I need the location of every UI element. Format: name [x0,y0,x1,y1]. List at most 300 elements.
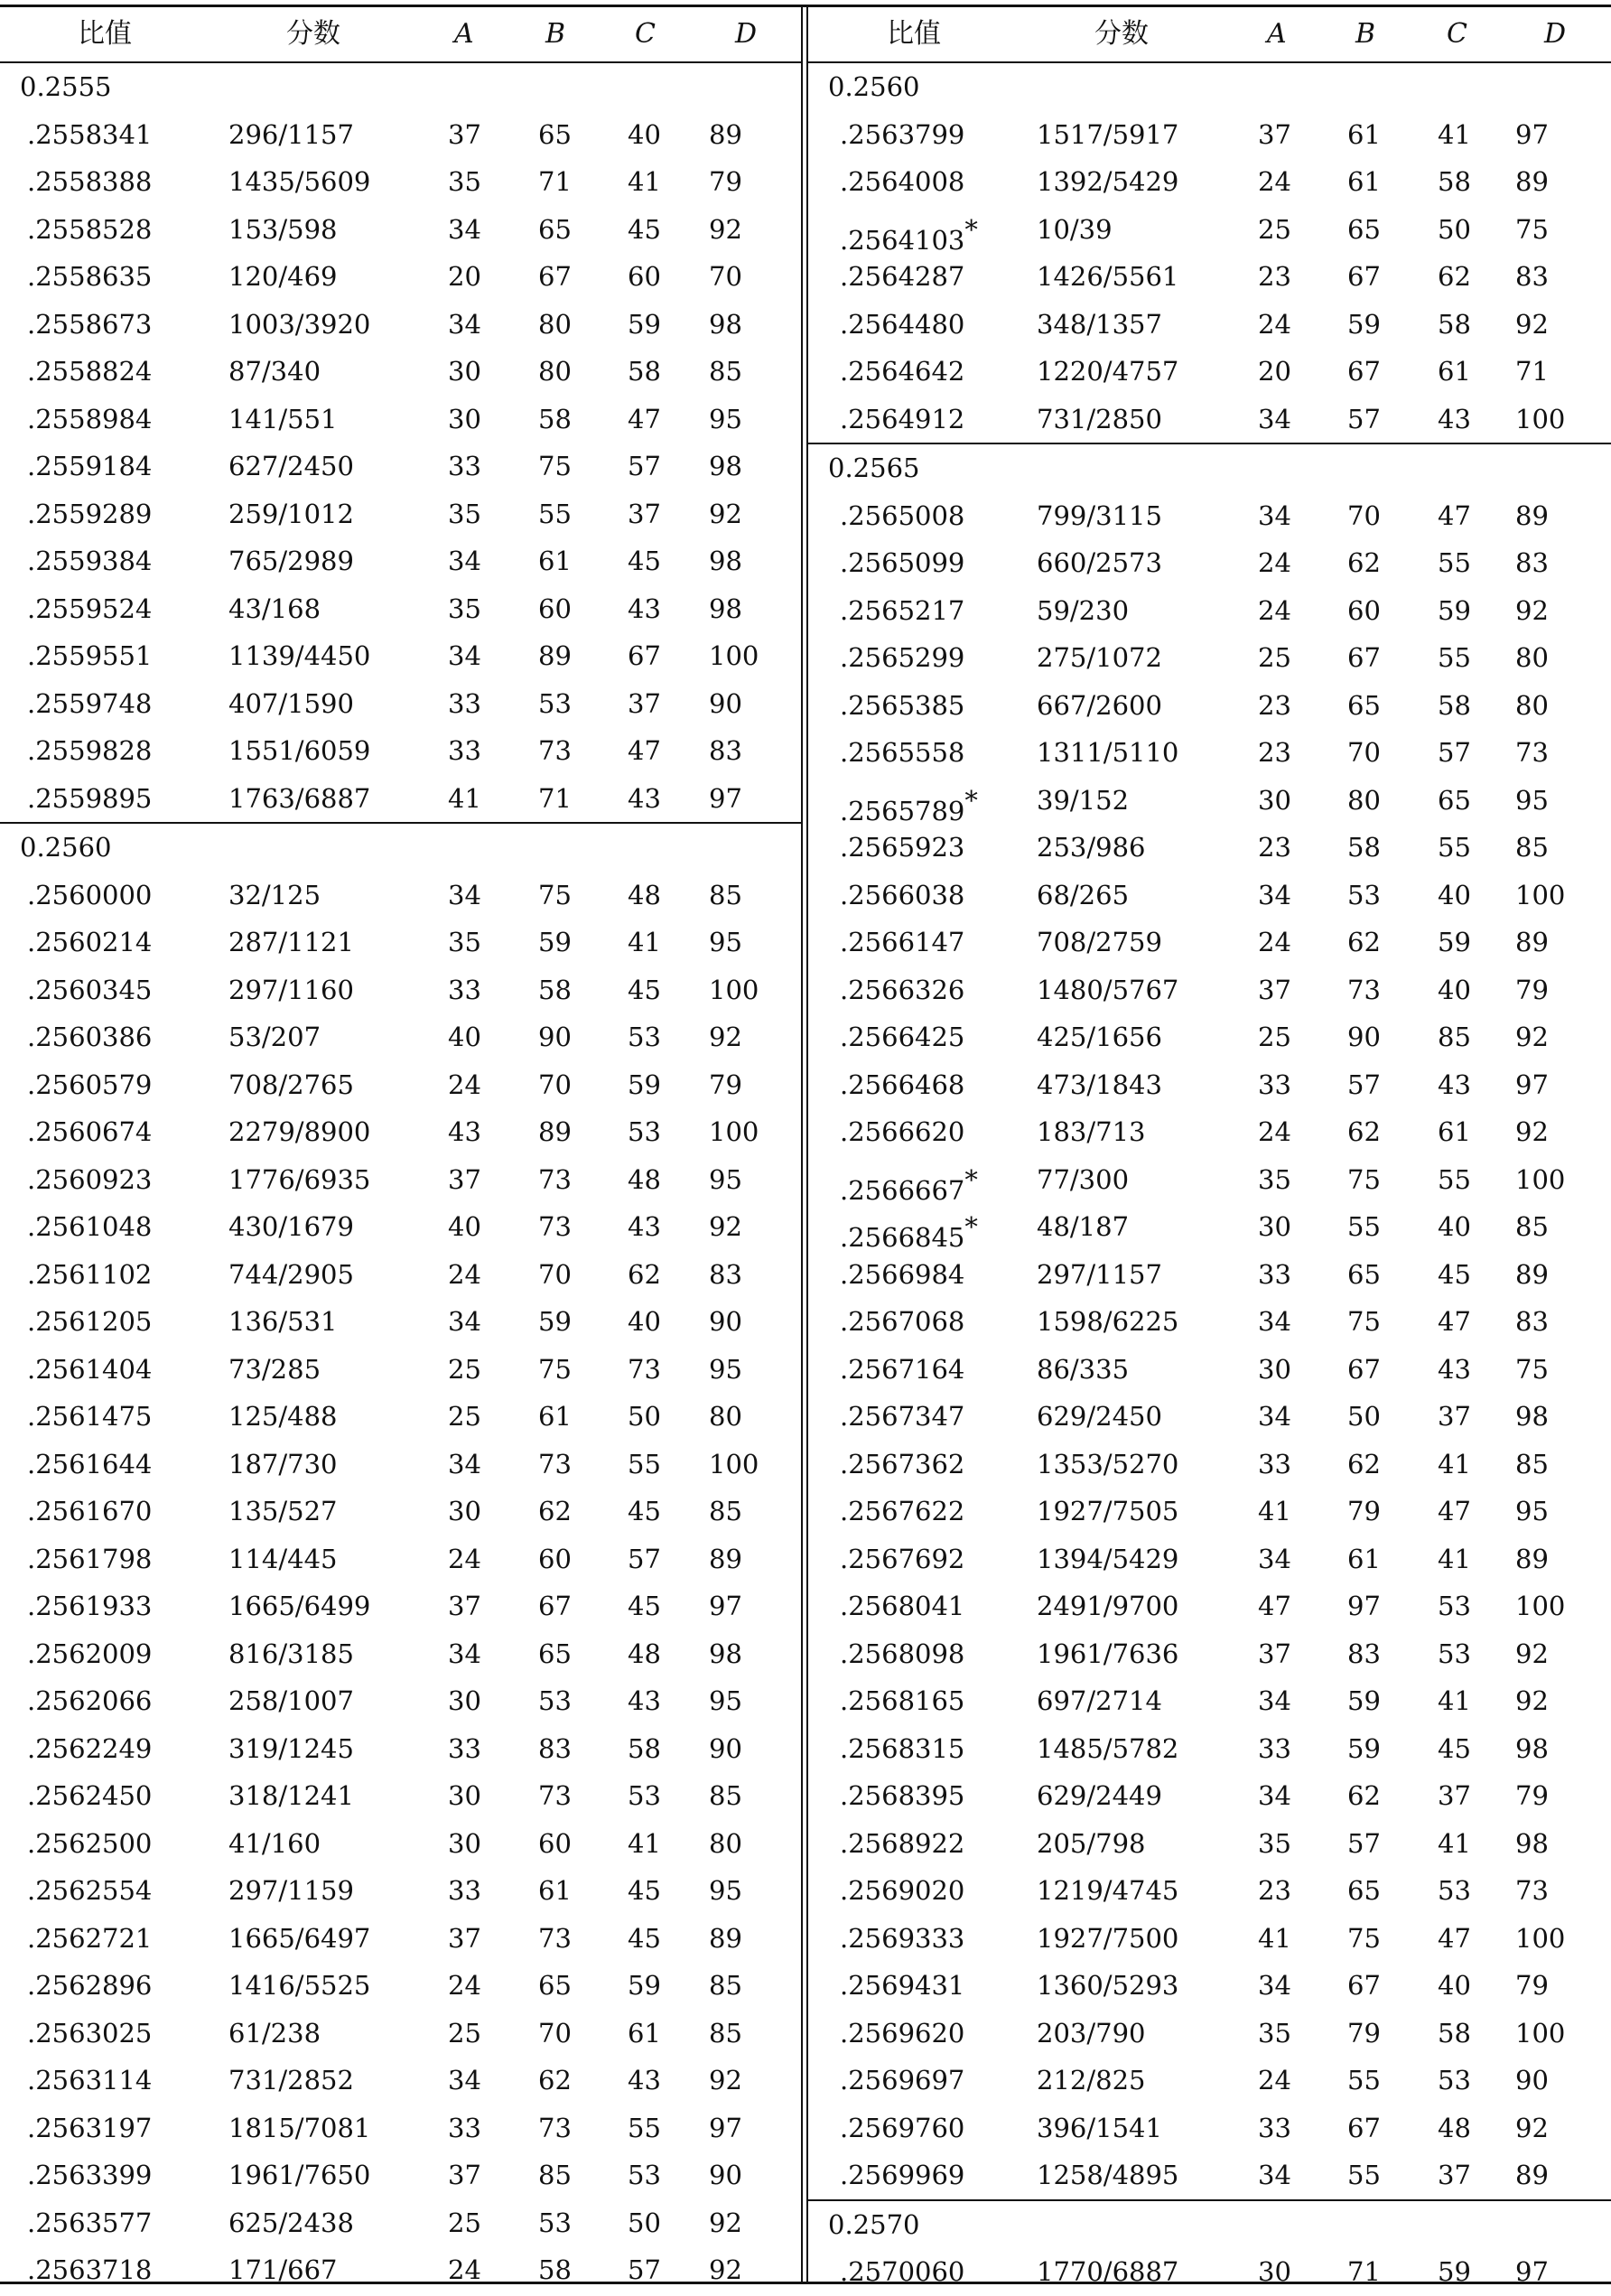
b-cell: 90 [1347,1022,1381,1052]
c-cell: 41 [628,1827,661,1859]
fraction-cell: 1961/7650 [228,2160,371,2190]
ratio-cell [840,1772,964,1820]
d-cell: 100 [1515,403,1566,434]
a-cell: 25 [448,1401,481,1432]
ratio-cell [27,111,152,159]
d-cell: 92 [1515,594,1549,626]
b-cell: 83 [538,1732,572,1764]
ratio-value: .2565789 [840,795,965,826]
table-row [808,2105,1611,2152]
table-row [0,2246,801,2294]
b-cell: 62 [1347,1780,1381,1811]
ratio-cell [27,632,152,680]
ratio-value: .2567622 [840,1496,965,1526]
c-cell: 47 [1438,1306,1471,1337]
ratio-value: .2568395 [840,1780,965,1811]
fraction-cell: 73/285 [228,1353,321,1385]
fraction-cell: 53/207 [228,1022,321,1052]
d-cell: 85 [709,1780,742,1811]
c-cell: 60 [628,261,661,292]
b-cell: 75 [1347,1163,1381,1195]
c-cell: 61 [1438,356,1471,387]
c-cell: 47 [628,735,661,766]
b-cell: 58 [538,2254,572,2285]
d-cell: 95 [709,1875,742,1906]
d-cell: 85 [709,356,742,387]
d-cell: 92 [1515,1638,1549,1669]
d-cell: 83 [709,1258,742,1290]
b-cell: 73 [538,1211,572,1242]
table-row [0,206,801,254]
d-cell: 90 [709,1732,742,1764]
b-cell: 62 [1347,1116,1381,1147]
c-cell: 50 [1438,213,1471,245]
b-cell: 89 [538,640,572,671]
ratio-cell [27,301,152,349]
ratio-value: .2566620 [840,1116,965,1147]
ratio-cell [27,585,152,633]
ratio-value: .2563025 [27,2017,153,2049]
ratio-value: .2559184 [27,451,153,481]
d-cell: 90 [709,1306,742,1337]
c-cell: 65 [1438,784,1471,816]
a-cell: 30 [448,1496,481,1526]
fraction-cell: 10/39 [1037,213,1113,245]
a-cell: 24 [448,1069,481,1100]
fraction-cell: 275/1072 [1037,642,1162,673]
d-cell: 83 [1515,1306,1549,1337]
d-cell: 79 [709,166,742,197]
d-cell: 79 [1515,974,1549,1005]
a-cell: 25 [448,1353,481,1385]
fraction-cell: 731/2852 [228,2065,354,2095]
ratio-cell [840,919,964,966]
a-cell: 30 [448,1780,481,1811]
b-cell: 75 [538,879,572,910]
b-cell: 55 [1347,2065,1381,2095]
ratio-cell [840,1630,964,1678]
table-row [808,729,1611,777]
b-cell: 75 [1347,1922,1381,1954]
a-cell: 34 [1258,1970,1291,2001]
table-row [808,824,1611,872]
d-cell: 92 [709,213,742,245]
table-row [0,1061,801,1109]
table-row [808,492,1611,540]
a-cell: 37 [1258,1638,1291,1669]
d-cell: 98 [1515,1732,1549,1764]
fraction-cell: 135/527 [228,1496,338,1526]
b-cell: 79 [1347,2017,1381,2049]
table-row [0,1772,801,1820]
fraction-cell: 1360/5293 [1037,1970,1179,2001]
d-cell: 85 [709,1496,742,1526]
d-cell: 97 [1515,118,1549,150]
c-cell: 53 [628,1780,661,1811]
a-cell: 24 [1258,166,1291,197]
ratio-value: .2559828 [27,735,153,766]
ratio-value: .2563114 [27,2065,153,2095]
ratio-value: .2558528 [27,213,153,245]
b-cell: 57 [1347,403,1381,434]
a-cell: 40 [448,1211,481,1242]
ratio-value: .2561798 [27,1543,153,1574]
ratio-cell [27,537,152,585]
fraction-cell: 59/230 [1037,594,1130,626]
table-row [808,1441,1611,1489]
ratio-value: .2565923 [840,832,965,863]
c-cell: 59 [628,1069,661,1100]
b-cell: 61 [538,1401,572,1432]
c-cell: 45 [628,1922,661,1954]
b-cell: 65 [1347,689,1381,721]
table-row [808,348,1611,396]
c-cell: 57 [628,1543,661,1574]
ratio-cell [27,872,152,919]
fraction-cell: 816/3185 [228,1638,354,1669]
ratio-cell [27,1441,152,1489]
a-cell: 24 [1258,308,1291,340]
fraction-cell: 203/790 [1037,2017,1146,2049]
table-row [808,1346,1611,1394]
ratio-cell [840,1298,964,1346]
ratio-value: .2558984 [27,403,153,434]
c-cell: 57 [628,2254,661,2285]
ratio-cell [840,111,964,159]
ratio-value: .2558388 [27,166,153,197]
fraction-cell: 39/152 [1037,784,1130,816]
c-cell: 45 [628,1591,661,1621]
fraction-cell: 731/2850 [1037,403,1162,434]
d-cell: 89 [1515,1543,1549,1574]
ratio-value: .2568315 [840,1732,965,1764]
ratio-value: .2566845 [840,1222,965,1253]
c-cell: 41 [1438,1685,1471,1716]
b-cell: 89 [538,1116,572,1147]
c-cell: 53 [628,2160,661,2190]
table-row [808,2151,1611,2199]
fraction-cell: 1598/6225 [1037,1306,1179,1337]
a-cell: 33 [1258,2112,1291,2143]
ratio-cell [840,872,964,919]
ratio-cell [840,539,964,587]
d-cell: 98 [709,546,742,576]
table-row [0,1346,801,1394]
b-cell: 65 [1347,1258,1381,1290]
fraction-cell: 68/265 [1037,879,1130,910]
c-cell: 37 [1438,2160,1471,2190]
ratio-value: .2561644 [27,1448,153,1479]
ratio-value: .2567068 [840,1306,965,1337]
ratio-cell [27,1820,152,1868]
b-cell: 57 [1347,1069,1381,1100]
fraction-cell: 287/1121 [228,927,354,957]
ratio-cell [840,1108,964,1156]
a-cell: 25 [1258,642,1291,673]
ratio-cell [840,492,964,540]
a-cell: 35 [448,927,481,957]
ratio-value: .2565217 [840,594,965,626]
a-cell: 34 [1258,2160,1291,2190]
b-cell: 59 [1347,308,1381,340]
fraction-cell: 2279/8900 [228,1116,371,1147]
a-cell: 33 [448,2112,481,2143]
ratio-cell [840,1867,964,1915]
ratio-cell [27,1677,152,1725]
ratio-value: .2560386 [27,1022,153,1052]
b-cell: 61 [1347,1543,1381,1574]
a-cell: 24 [1258,547,1291,578]
a-cell: 34 [448,879,481,910]
a-cell: 37 [448,2160,481,2190]
ratio-value: .2566038 [840,879,965,910]
fraction-cell: 1394/5429 [1037,1543,1179,1574]
ratio-value: .2564103 [840,224,965,256]
a-cell: 47 [1258,1591,1291,1621]
ratio-cell [840,1820,964,1868]
fraction-cell: 708/2765 [228,1069,354,1100]
c-cell: 37 [628,498,661,529]
ratio-value: .2566147 [840,927,965,957]
group-label: 0.2560 [828,71,920,102]
a-cell: 37 [1258,118,1291,150]
c-cell: 53 [1438,2065,1471,2095]
table-row [808,539,1611,587]
ratio-value: .2567692 [840,1543,965,1574]
table-row [808,682,1611,730]
d-cell: 97 [1515,1069,1549,1100]
a-cell: 34 [448,308,481,340]
d-cell: 97 [709,1591,742,1621]
ratio-cell [27,1915,152,1963]
table-row [0,1441,801,1489]
ratio-value: .2568098 [840,1638,965,1669]
exact-marker: * [964,784,978,816]
ratio-cell [27,348,152,396]
table-row [0,1251,801,1299]
b-cell: 53 [538,687,572,719]
ratio-cell [840,2105,964,2152]
a-cell: 25 [1258,213,1291,245]
b-cell: 61 [1347,166,1381,197]
ratio-cell [27,1582,152,1630]
ratio-value: .2564912 [840,403,965,434]
a-cell: 20 [448,261,481,292]
ratio-cell [840,348,964,396]
b-cell: 59 [1347,1732,1381,1764]
ratio-cell [840,1061,964,1109]
b-cell: 53 [538,1685,572,1716]
b-cell: 85 [538,2160,572,2190]
b-cell: 75 [1347,1306,1381,1337]
ratio-value: .2567362 [840,1448,965,1479]
header-b: B [1355,18,1376,50]
ratio-value: .2562450 [27,1780,153,1811]
fraction-cell: 61/238 [228,2017,321,2049]
table-row [808,253,1611,301]
table-row [808,1630,1611,1678]
fraction-cell: 1480/5767 [1037,974,1179,1005]
a-cell: 35 [1258,2017,1291,2049]
d-cell: 95 [1515,784,1549,816]
a-cell: 34 [448,640,481,671]
ratio-value: .2558635 [27,261,153,292]
c-cell: 43 [628,782,661,814]
d-cell: 75 [1515,213,1549,245]
c-cell: 58 [1438,308,1471,340]
ratio-cell [27,680,152,728]
fraction-cell: 1311/5110 [1037,737,1179,768]
a-cell: 34 [1258,1543,1291,1574]
d-cell: 98 [1515,1827,1549,1859]
b-cell: 71 [538,782,572,814]
a-cell: 34 [1258,499,1291,531]
b-cell: 61 [1347,118,1381,150]
c-cell: 53 [1438,1875,1471,1906]
b-cell: 71 [1347,2256,1381,2287]
table-row [808,966,1611,1014]
table-row [808,777,1611,825]
fraction-cell: 1416/5525 [228,1970,371,2001]
d-cell: 80 [1515,689,1549,721]
d-cell: 92 [709,2254,742,2285]
c-cell: 40 [628,1306,661,1337]
table-row [808,919,1611,966]
header-a: A [1267,18,1287,50]
ratio-cell [27,1203,152,1251]
d-cell: 89 [1515,927,1549,957]
ratio-value: .2559524 [27,593,153,624]
b-cell: 73 [538,1163,572,1195]
b-cell: 60 [538,593,572,624]
c-cell: 50 [628,1401,661,1432]
c-cell: 53 [628,1022,661,1052]
fraction-cell: 43/168 [228,593,321,624]
c-cell: 43 [1438,403,1471,434]
fraction-cell: 799/3115 [1037,499,1162,531]
fraction-cell: 1426/5561 [1037,261,1179,292]
ratio-cell [840,824,964,872]
c-cell: 57 [1438,737,1471,768]
d-cell: 100 [1515,1163,1566,1195]
table-row [0,1013,801,1061]
table-row [0,2057,801,2105]
d-cell: 92 [709,1022,742,1052]
a-cell: 43 [448,1116,481,1147]
d-cell: 89 [709,118,742,150]
ratio-value: .2560923 [27,1163,153,1195]
d-cell: 73 [1515,737,1549,768]
a-cell: 24 [448,1970,481,2001]
table-row [0,1630,801,1678]
fraction-cell: 258/1007 [228,1685,354,1716]
table-row [808,1061,1611,1109]
d-cell: 92 [1515,1022,1549,1052]
d-cell: 100 [1515,1922,1566,1954]
ratio-value: .2559384 [27,546,153,576]
table-row [0,680,801,728]
b-cell: 80 [1347,784,1381,816]
ratio-value: .2562009 [27,1638,153,1669]
a-cell: 24 [1258,594,1291,626]
fraction-cell: 629/2450 [1037,1401,1162,1432]
fraction-cell: 153/598 [228,213,338,245]
c-cell: 47 [1438,1922,1471,1954]
table-row [0,1203,801,1251]
c-cell: 45 [1438,1258,1471,1290]
fraction-cell: 430/1679 [228,1211,354,1242]
c-cell: 58 [628,356,661,387]
ratio-cell [840,1725,964,1773]
fraction-cell: 425/1656 [1037,1022,1162,1052]
fraction-cell: 1815/7081 [228,2112,371,2143]
d-cell: 100 [1515,879,1566,910]
d-cell: 95 [709,403,742,434]
table-row [808,1108,1611,1156]
group-header-row [0,822,801,872]
table-row [808,2057,1611,2105]
a-cell: 34 [448,1638,481,1669]
fraction-cell: 187/730 [228,1448,338,1479]
d-cell: 100 [1515,2017,1566,2049]
fraction-cell: 259/1012 [228,498,354,529]
a-cell: 35 [448,498,481,529]
ratio-cell [27,2057,152,2105]
a-cell: 30 [1258,1353,1291,1385]
a-cell: 35 [448,593,481,624]
d-cell: 70 [709,261,742,292]
table-row [0,1582,801,1630]
c-cell: 62 [1438,261,1471,292]
ratio-value: .2558341 [27,118,153,150]
c-cell: 55 [1438,547,1471,578]
fraction-cell: 1927/7500 [1037,1922,1179,1954]
a-cell: 33 [448,735,481,766]
c-cell: 37 [1438,1780,1471,1811]
table-row [808,1488,1611,1535]
ratio-cell [840,2010,964,2058]
c-cell: 50 [628,2207,661,2238]
d-cell: 85 [1515,1211,1549,1242]
b-cell: 65 [1347,1875,1381,1906]
ratio-cell [840,158,964,206]
ratio-cell [27,1725,152,1773]
c-cell: 43 [1438,1069,1471,1100]
ratio-value: .2562896 [27,1970,153,2001]
ratio-value: .2565008 [840,499,965,531]
fraction-cell: 212/825 [1037,2065,1146,2095]
table-row [808,1915,1611,1963]
c-cell: 37 [1438,1401,1471,1432]
table-row [0,443,801,490]
a-cell: 30 [448,1685,481,1716]
a-cell: 37 [448,1591,481,1621]
ratio-value: .2559289 [27,498,153,529]
ratio-value: .2561048 [27,1211,153,1242]
c-cell: 58 [1438,689,1471,721]
table-row [808,1203,1611,1251]
fraction-cell: 136/531 [228,1306,338,1337]
a-cell: 23 [1258,1875,1291,1906]
ratio-cell [840,634,964,682]
b-cell: 67 [1347,356,1381,387]
a-cell: 37 [448,1922,481,1954]
ratio-value: .2570060 [840,2256,965,2287]
c-cell: 47 [1438,499,1471,531]
table-row [0,585,801,633]
ratio-value: .2559551 [27,640,153,671]
table-row [0,2199,801,2247]
